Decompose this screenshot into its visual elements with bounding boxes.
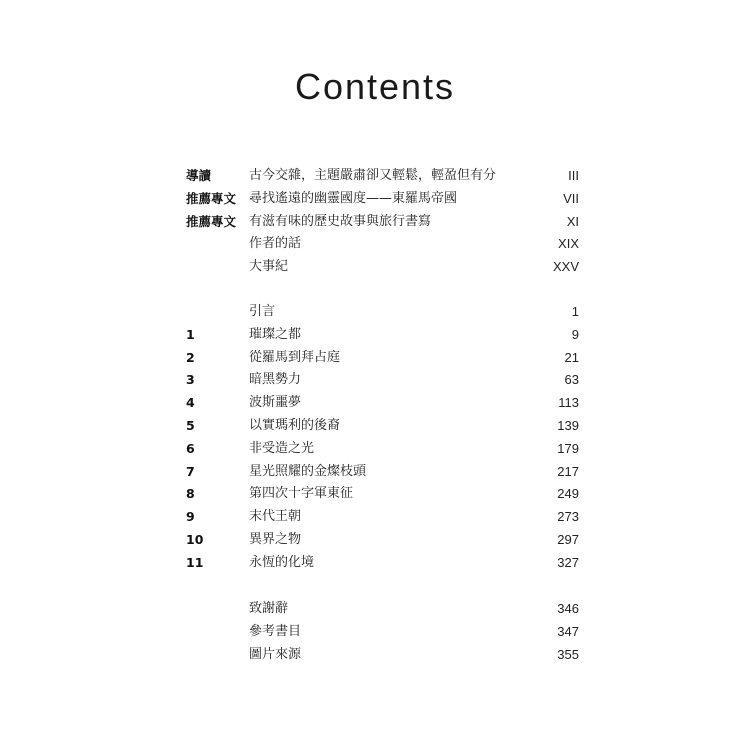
toc-label: 8 (186, 486, 195, 502)
toc-label: 1 (186, 326, 195, 342)
toc-entry-title: 異界之物 (249, 531, 302, 547)
toc-entry-title: 尋找遙遠的幽靈國度——東羅馬帝國 (249, 190, 458, 206)
toc-entry-title: 第四次十字軍東征 (249, 486, 354, 502)
toc-row[interactable] (0, 233, 750, 256)
toc-page-number: 327 (557, 554, 579, 570)
toc-entry-title: 古今交雜，主題嚴肅卻又輕鬆，輕盈但有分 (249, 168, 497, 183)
toc-entry-title: 作者的話 (249, 236, 302, 252)
toc-row[interactable] (0, 369, 750, 392)
toc-page-number: 347 (557, 623, 579, 639)
toc-page-number: 63 (564, 372, 579, 388)
toc-row[interactable] (0, 347, 750, 370)
toc-label: 導讀 (186, 168, 212, 183)
toc-entry-title: 暗黑勢力 (249, 372, 302, 388)
toc-label: 推薦專文 (186, 213, 237, 229)
toc-row[interactable] (0, 438, 750, 461)
toc-row[interactable] (0, 621, 750, 644)
toc-row[interactable] (0, 188, 750, 211)
toc-label: 2 (186, 349, 195, 365)
toc-page-number: 297 (557, 531, 579, 547)
toc-page-number: 355 (557, 646, 579, 662)
toc-label: 9 (186, 509, 195, 525)
toc-row[interactable] (0, 506, 750, 529)
toc-row[interactable] (0, 301, 750, 324)
toc-label: 7 (186, 463, 195, 479)
toc-entry-title: 以實瑪利的後裔 (249, 417, 341, 433)
toc-entry-title: 致謝辭 (249, 601, 289, 616)
toc-row[interactable] (0, 529, 750, 552)
toc-label: 6 (186, 440, 195, 456)
front-matter-section (0, 165, 750, 279)
back-matter-section (0, 598, 750, 666)
toc-label: 4 (186, 395, 195, 411)
toc-row[interactable] (0, 211, 750, 234)
toc-page-number: 273 (557, 509, 579, 525)
toc-page-number: III (568, 168, 579, 183)
toc-label: 3 (186, 372, 195, 388)
toc-page-number: 249 (557, 486, 579, 502)
toc-page-number: VII (563, 190, 579, 206)
toc-row[interactable] (0, 552, 750, 575)
toc-page-number: 113 (558, 395, 579, 411)
toc-row[interactable] (0, 483, 750, 506)
toc-page-number: XI (566, 213, 579, 229)
toc-row[interactable] (0, 598, 750, 621)
toc-entry-title: 從羅馬到拜占庭 (249, 349, 341, 365)
toc-entry-title: 波斯噩夢 (249, 395, 302, 411)
toc-label: 5 (186, 417, 195, 433)
toc-row[interactable] (0, 461, 750, 484)
toc-label: 推薦專文 (186, 190, 237, 206)
toc-entry-title: 末代王朝 (249, 509, 302, 525)
toc-label: 10 (186, 531, 204, 547)
toc-entry-title: 星光照耀的金燦枝頭 (249, 463, 367, 479)
toc-page-number: 139 (557, 417, 579, 433)
toc-entry-title: 引言 (249, 304, 276, 319)
toc-page-number: XIX (558, 236, 579, 252)
chapters-section (0, 301, 750, 575)
toc-row[interactable] (0, 644, 750, 667)
toc-entry-title: 永恆的化境 (249, 554, 315, 570)
toc-entry-title: 參考書目 (249, 623, 302, 639)
toc-entry-title: 非受造之光 (249, 440, 315, 456)
toc-entry-title: 璀璨之都 (249, 326, 302, 342)
toc-page-number: 9 (571, 326, 579, 342)
toc-entry-title: 圖片來源 (249, 646, 302, 662)
toc-entry-title: 有滋有味的歷史故事與旅行書寫 (249, 213, 432, 229)
toc-row[interactable] (0, 324, 750, 347)
toc-row[interactable] (0, 415, 750, 438)
toc-page-number: 179 (557, 440, 579, 456)
toc-label: 11 (186, 554, 204, 570)
toc-page-number: XXV (552, 259, 579, 275)
toc-page-number: 346 (557, 601, 579, 616)
toc-row[interactable] (0, 392, 750, 415)
toc-page-number: 21 (564, 349, 579, 365)
page-title: Contents (294, 66, 456, 107)
toc-row[interactable] (0, 256, 750, 279)
toc-page-number: 217 (557, 463, 579, 479)
toc-row[interactable] (0, 165, 750, 188)
toc-entry-title: 大事紀 (249, 259, 289, 275)
toc-page-number: 1 (571, 304, 579, 319)
